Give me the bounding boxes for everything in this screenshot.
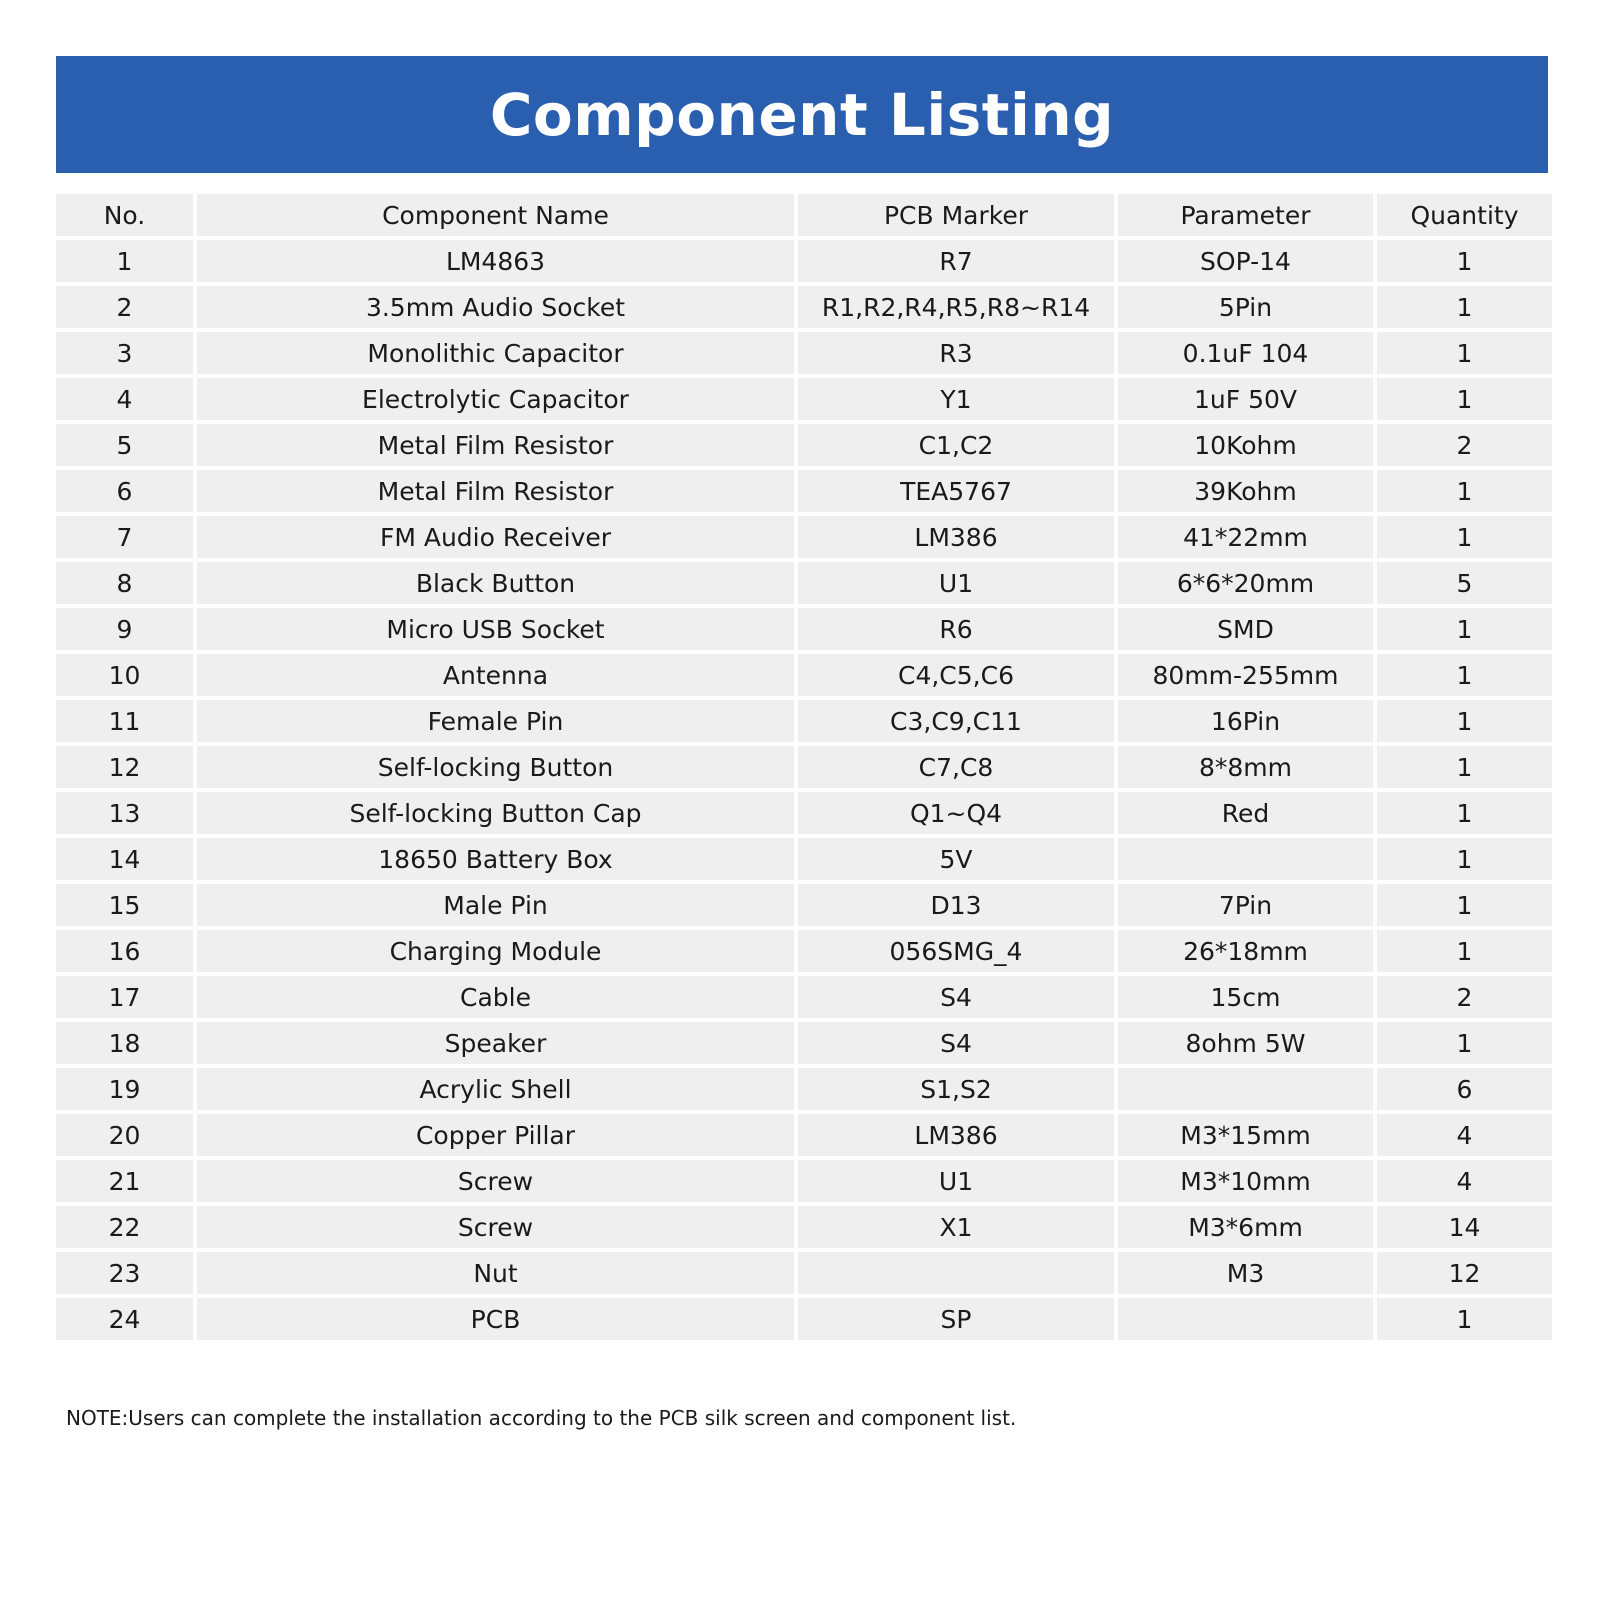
cell-no: 8 (56, 562, 193, 604)
cell-parameter: SMD (1118, 608, 1373, 650)
cell-component-name: PCB (197, 1298, 794, 1340)
cell-pcb-marker: R3 (798, 332, 1114, 374)
cell-parameter (1118, 1298, 1373, 1340)
cell-component-name: Micro USB Socket (197, 608, 794, 650)
cell-no: 5 (56, 424, 193, 466)
cell-no: 14 (56, 838, 193, 880)
cell-parameter: 6*6*20mm (1118, 562, 1373, 604)
column-header-no: No. (56, 194, 193, 236)
cell-pcb-marker: S1,S2 (798, 1068, 1114, 1110)
cell-component-name: FM Audio Receiver (197, 516, 794, 558)
cell-pcb-marker: U1 (798, 562, 1114, 604)
cell-pcb-marker: C1,C2 (798, 424, 1114, 466)
cell-no: 3 (56, 332, 193, 374)
cell-pcb-marker: LM386 (798, 1114, 1114, 1156)
title-banner (56, 56, 1548, 173)
cell-quantity: 1 (1377, 654, 1552, 696)
cell-parameter: 7Pin (1118, 884, 1373, 926)
column-header-pcb-marker: PCB Marker (798, 194, 1114, 236)
cell-parameter: Red (1118, 792, 1373, 834)
table-row (56, 838, 1548, 880)
cell-quantity: 2 (1377, 976, 1552, 1018)
cell-parameter: 41*22mm (1118, 516, 1373, 558)
cell-pcb-marker: X1 (798, 1206, 1114, 1248)
cell-parameter: M3*10mm (1118, 1160, 1373, 1202)
cell-quantity: 1 (1377, 884, 1552, 926)
cell-parameter: 8ohm 5W (1118, 1022, 1373, 1064)
cell-no: 4 (56, 378, 193, 420)
cell-parameter: M3*15mm (1118, 1114, 1373, 1156)
installation-note: NOTE:Users can complete the installation according to the PCB silk screen and component list. (66, 1406, 1017, 1430)
cell-no: 16 (56, 930, 193, 972)
cell-quantity: 1 (1377, 378, 1552, 420)
cell-quantity: 1 (1377, 470, 1552, 512)
cell-pcb-marker: S4 (798, 1022, 1114, 1064)
cell-parameter: 1uF 50V (1118, 378, 1373, 420)
table-row (56, 1160, 1548, 1202)
cell-component-name: Black Button (197, 562, 794, 604)
cell-component-name: Acrylic Shell (197, 1068, 794, 1110)
cell-parameter: 15cm (1118, 976, 1373, 1018)
cell-no: 18 (56, 1022, 193, 1064)
cell-component-name: Screw (197, 1160, 794, 1202)
table-row (56, 792, 1548, 834)
cell-pcb-marker: C7,C8 (798, 746, 1114, 788)
cell-component-name: Female Pin (197, 700, 794, 742)
cell-parameter (1118, 1068, 1373, 1110)
cell-pcb-marker: R6 (798, 608, 1114, 650)
table-row (56, 1252, 1548, 1294)
table-row (56, 930, 1548, 972)
cell-component-name: Metal Film Resistor (197, 470, 794, 512)
cell-parameter: 80mm-255mm (1118, 654, 1373, 696)
cell-quantity: 4 (1377, 1160, 1552, 1202)
table-row (56, 562, 1548, 604)
cell-component-name: Antenna (197, 654, 794, 696)
cell-component-name: Cable (197, 976, 794, 1018)
cell-parameter: 5Pin (1118, 286, 1373, 328)
table-row (56, 746, 1548, 788)
table-row (56, 884, 1548, 926)
cell-component-name: Speaker (197, 1022, 794, 1064)
cell-no: 2 (56, 286, 193, 328)
cell-quantity: 1 (1377, 1022, 1552, 1064)
column-header-quantity: Quantity (1377, 194, 1552, 236)
table-row (56, 1298, 1548, 1340)
table-row (56, 1068, 1548, 1110)
cell-pcb-marker: SP (798, 1298, 1114, 1340)
table-row (56, 608, 1548, 650)
cell-component-name: LM4863 (197, 240, 794, 282)
cell-parameter: 39Kohm (1118, 470, 1373, 512)
cell-parameter: 16Pin (1118, 700, 1373, 742)
table-row (56, 700, 1548, 742)
cell-pcb-marker: LM386 (798, 516, 1114, 558)
cell-quantity: 2 (1377, 424, 1552, 466)
table-row (56, 470, 1548, 512)
cell-quantity: 1 (1377, 838, 1552, 880)
cell-pcb-marker: U1 (798, 1160, 1114, 1202)
column-header-component-name: Component Name (197, 194, 794, 236)
cell-no: 24 (56, 1298, 193, 1340)
cell-no: 19 (56, 1068, 193, 1110)
cell-component-name: Electrolytic Capacitor (197, 378, 794, 420)
cell-no: 22 (56, 1206, 193, 1248)
cell-quantity: 5 (1377, 562, 1552, 604)
cell-parameter: 26*18mm (1118, 930, 1373, 972)
table-row (56, 1114, 1548, 1156)
cell-quantity: 1 (1377, 516, 1552, 558)
cell-pcb-marker: 5V (798, 838, 1114, 880)
component-table (56, 194, 1548, 1340)
cell-no: 10 (56, 654, 193, 696)
table-body (56, 240, 1548, 1340)
cell-pcb-marker: Y1 (798, 378, 1114, 420)
cell-no: 13 (56, 792, 193, 834)
cell-quantity: 1 (1377, 930, 1552, 972)
cell-parameter: 10Kohm (1118, 424, 1373, 466)
cell-component-name: Male Pin (197, 884, 794, 926)
table-row (56, 1206, 1548, 1248)
cell-quantity: 1 (1377, 792, 1552, 834)
table-row (56, 976, 1548, 1018)
cell-quantity: 12 (1377, 1252, 1552, 1294)
cell-quantity: 14 (1377, 1206, 1552, 1248)
cell-component-name: Self-locking Button (197, 746, 794, 788)
cell-no: 21 (56, 1160, 193, 1202)
table-row (56, 240, 1548, 282)
cell-quantity: 1 (1377, 746, 1552, 788)
cell-pcb-marker: R7 (798, 240, 1114, 282)
table-header-row (56, 194, 1548, 236)
cell-pcb-marker: C4,C5,C6 (798, 654, 1114, 696)
cell-component-name: Charging Module (197, 930, 794, 972)
cell-component-name: Nut (197, 1252, 794, 1294)
cell-component-name: Metal Film Resistor (197, 424, 794, 466)
table-row (56, 424, 1548, 466)
cell-quantity: 1 (1377, 240, 1552, 282)
cell-no: 11 (56, 700, 193, 742)
cell-no: 1 (56, 240, 193, 282)
cell-parameter: M3 (1118, 1252, 1373, 1294)
cell-pcb-marker (798, 1252, 1114, 1294)
table-row (56, 286, 1548, 328)
cell-parameter: SOP-14 (1118, 240, 1373, 282)
cell-pcb-marker: R1,R2,R4,R5,R8~R14 (798, 286, 1114, 328)
table-row (56, 332, 1548, 374)
cell-parameter: 8*8mm (1118, 746, 1373, 788)
table-row (56, 516, 1548, 558)
cell-component-name: 3.5mm Audio Socket (197, 286, 794, 328)
cell-no: 23 (56, 1252, 193, 1294)
cell-quantity: 1 (1377, 700, 1552, 742)
cell-component-name: Monolithic Capacitor (197, 332, 794, 374)
cell-pcb-marker: TEA5767 (798, 470, 1114, 512)
table-row (56, 654, 1548, 696)
column-header-parameter: Parameter (1118, 194, 1373, 236)
cell-quantity: 6 (1377, 1068, 1552, 1110)
cell-pcb-marker: S4 (798, 976, 1114, 1018)
cell-quantity: 1 (1377, 332, 1552, 374)
table-row (56, 1022, 1548, 1064)
cell-component-name: Copper Pillar (197, 1114, 794, 1156)
cell-parameter: M3*6mm (1118, 1206, 1373, 1248)
cell-pcb-marker: C3,C9,C11 (798, 700, 1114, 742)
cell-no: 15 (56, 884, 193, 926)
cell-component-name: Screw (197, 1206, 794, 1248)
cell-no: 7 (56, 516, 193, 558)
cell-no: 12 (56, 746, 193, 788)
cell-parameter (1118, 838, 1373, 880)
cell-no: 17 (56, 976, 193, 1018)
cell-quantity: 4 (1377, 1114, 1552, 1156)
cell-parameter: 0.1uF 104 (1118, 332, 1373, 374)
cell-quantity: 1 (1377, 286, 1552, 328)
cell-quantity: 1 (1377, 608, 1552, 650)
cell-pcb-marker: D13 (798, 884, 1114, 926)
cell-no: 6 (56, 470, 193, 512)
cell-pcb-marker: 056SMG_4 (798, 930, 1114, 972)
cell-no: 20 (56, 1114, 193, 1156)
cell-component-name: Self-locking Button Cap (197, 792, 794, 834)
page-title: Component Listing (489, 80, 1115, 149)
cell-quantity: 1 (1377, 1298, 1552, 1340)
cell-component-name: 18650 Battery Box (197, 838, 794, 880)
table-row (56, 378, 1548, 420)
cell-no: 9 (56, 608, 193, 650)
cell-pcb-marker: Q1~Q4 (798, 792, 1114, 834)
